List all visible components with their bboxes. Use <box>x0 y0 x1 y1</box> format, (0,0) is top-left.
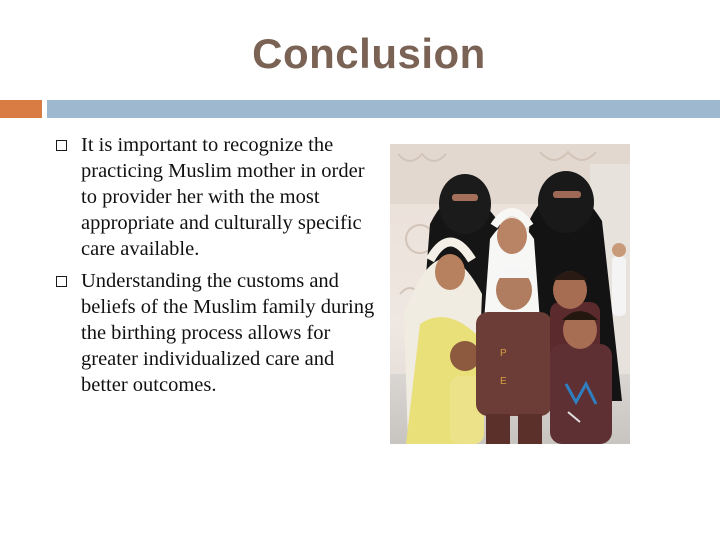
square-bullet-icon <box>56 276 67 287</box>
svg-text:P: P <box>500 348 507 359</box>
family-photo <box>390 144 630 444</box>
svg-text:E: E <box>500 376 507 387</box>
bullet-item <box>52 132 377 262</box>
accent-bar-blue <box>47 100 720 118</box>
bullet-list <box>52 132 377 404</box>
bullet-text: It is important to recognize the practicing Muslim mother in order to provider her with the most appropriate and culturally specific care available. <box>81 134 365 260</box>
accent-bar-orange <box>0 100 42 118</box>
bullet-item <box>52 268 377 398</box>
square-bullet-icon <box>56 140 67 151</box>
slide-title: Conclusion <box>252 30 486 77</box>
bullet-text: Understanding the customs and beliefs of the Muslim family during the birthing process allows for greater individualized care and better outcomes. <box>81 270 375 396</box>
